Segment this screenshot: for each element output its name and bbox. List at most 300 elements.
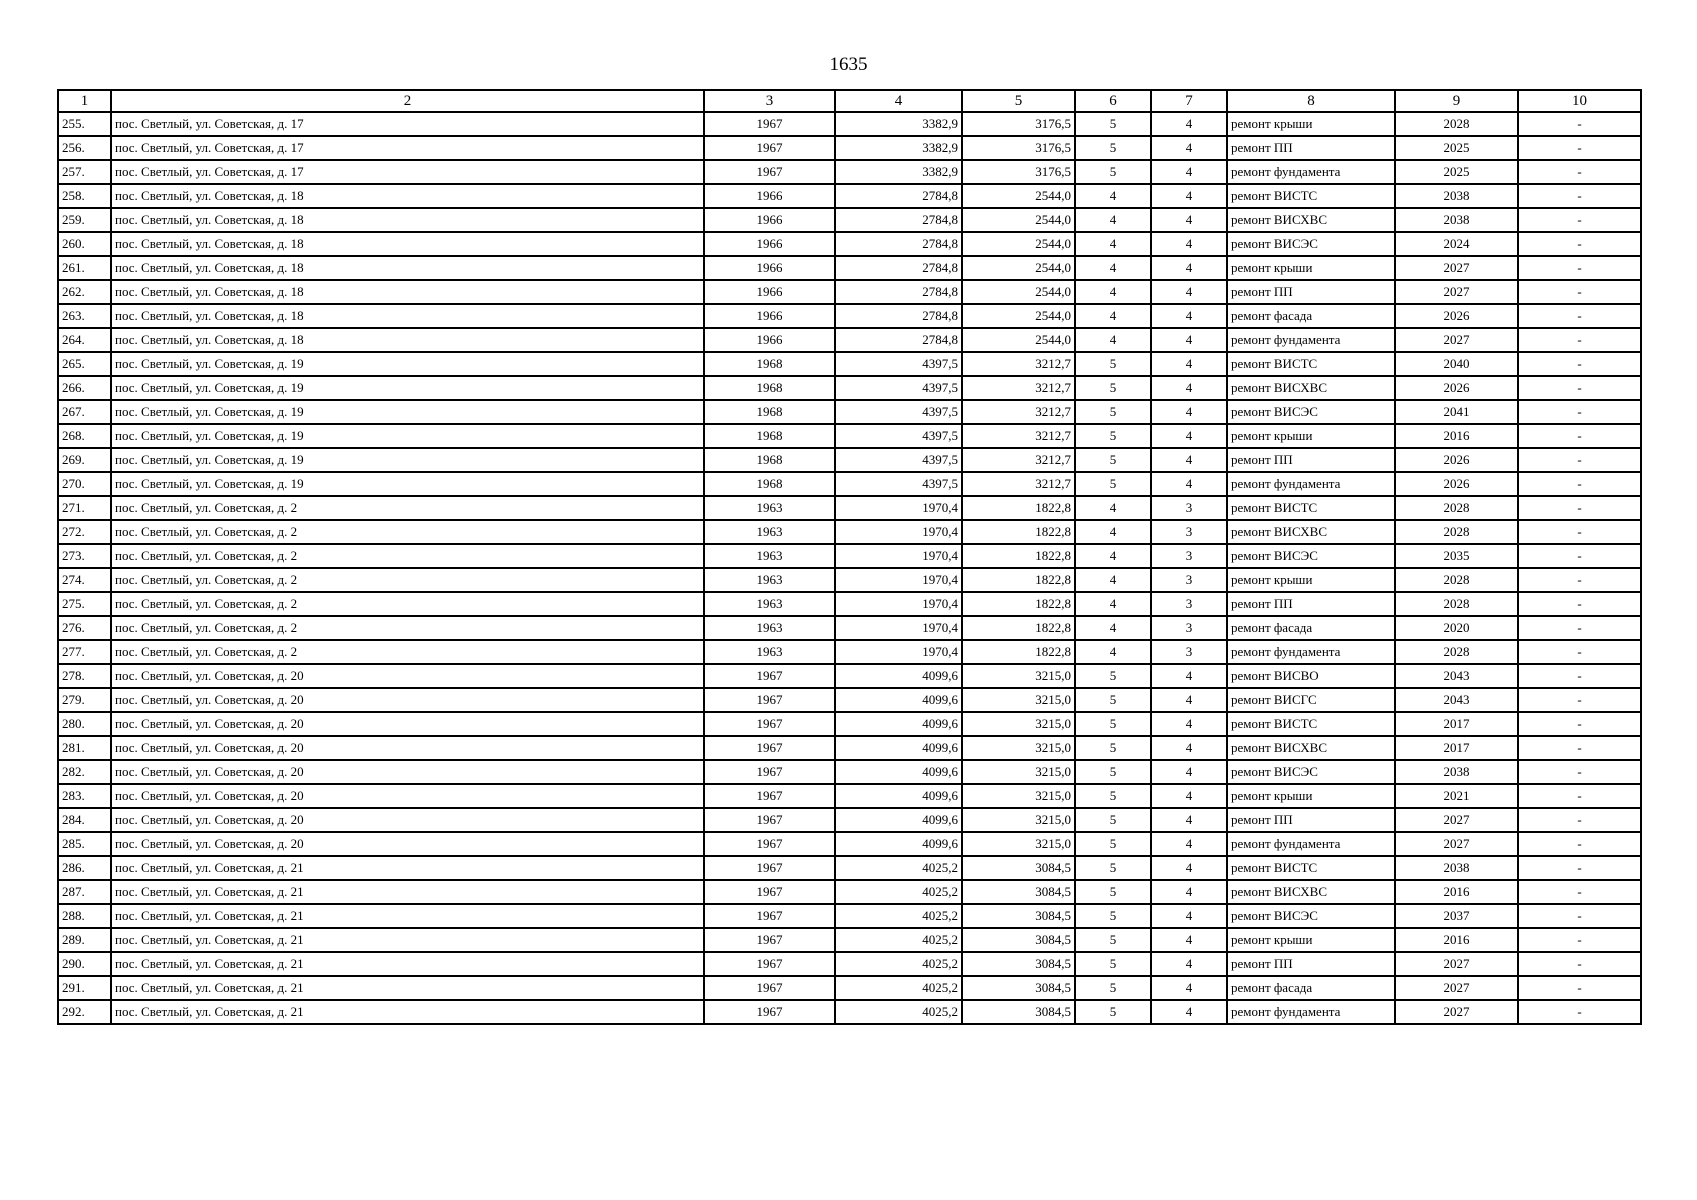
cell-year-built: 1968 xyxy=(704,400,835,424)
cell-note: - xyxy=(1518,256,1641,280)
cell-entrances: 4 xyxy=(1151,928,1227,952)
cell-year-built: 1963 xyxy=(704,544,835,568)
cell-floors: 5 xyxy=(1075,160,1151,184)
cell-entrances: 4 xyxy=(1151,208,1227,232)
cell-entrances: 4 xyxy=(1151,688,1227,712)
cell-row-number: 256. xyxy=(58,136,111,160)
cell-year-built: 1967 xyxy=(704,736,835,760)
cell-work-type: ремонт ВИСТС xyxy=(1227,184,1395,208)
cell-note: - xyxy=(1518,304,1641,328)
cell-entrances: 4 xyxy=(1151,832,1227,856)
column-header-4: 4 xyxy=(835,90,962,112)
cell-year-built: 1967 xyxy=(704,760,835,784)
cell-floors: 5 xyxy=(1075,448,1151,472)
cell-floors: 4 xyxy=(1075,304,1151,328)
cell-row-number: 284. xyxy=(58,808,111,832)
cell-row-number: 279. xyxy=(58,688,111,712)
cell-living-area: 2544,0 xyxy=(962,232,1075,256)
cell-address: пос. Светлый, ул. Советская, д. 18 xyxy=(111,208,704,232)
cell-planned-year: 2017 xyxy=(1395,712,1518,736)
cell-entrances: 4 xyxy=(1151,1000,1227,1024)
cell-work-type: ремонт крыши xyxy=(1227,568,1395,592)
cell-floors: 5 xyxy=(1075,112,1151,136)
cell-note: - xyxy=(1518,352,1641,376)
cell-note: - xyxy=(1518,1000,1641,1024)
cell-address: пос. Светлый, ул. Советская, д. 2 xyxy=(111,616,704,640)
table-row xyxy=(58,712,1641,736)
cell-work-type: ремонт фундамента xyxy=(1227,640,1395,664)
cell-total-area: 4099,6 xyxy=(835,760,962,784)
cell-address: пос. Светлый, ул. Советская, д. 2 xyxy=(111,520,704,544)
cell-row-number: 262. xyxy=(58,280,111,304)
cell-note: - xyxy=(1518,208,1641,232)
cell-floors: 4 xyxy=(1075,592,1151,616)
cell-work-type: ремонт фасада xyxy=(1227,304,1395,328)
cell-year-built: 1963 xyxy=(704,616,835,640)
cell-entrances: 3 xyxy=(1151,592,1227,616)
cell-planned-year: 2035 xyxy=(1395,544,1518,568)
table-row xyxy=(58,760,1641,784)
cell-total-area: 4397,5 xyxy=(835,424,962,448)
cell-row-number: 261. xyxy=(58,256,111,280)
cell-work-type: ремонт фундамента xyxy=(1227,1000,1395,1024)
cell-address: пос. Светлый, ул. Советская, д. 17 xyxy=(111,160,704,184)
table-row xyxy=(58,544,1641,568)
cell-work-type: ремонт ВИСХВС xyxy=(1227,376,1395,400)
header-row xyxy=(58,90,1641,112)
cell-entrances: 4 xyxy=(1151,856,1227,880)
cell-address: пос. Светлый, ул. Советская, д. 21 xyxy=(111,904,704,928)
cell-entrances: 4 xyxy=(1151,304,1227,328)
cell-total-area: 1970,4 xyxy=(835,640,962,664)
cell-planned-year: 2037 xyxy=(1395,904,1518,928)
cell-floors: 5 xyxy=(1075,760,1151,784)
cell-planned-year: 2040 xyxy=(1395,352,1518,376)
cell-note: - xyxy=(1518,640,1641,664)
table-row xyxy=(58,160,1641,184)
table-row xyxy=(58,208,1641,232)
cell-row-number: 289. xyxy=(58,928,111,952)
cell-living-area: 3212,7 xyxy=(962,400,1075,424)
cell-total-area: 2784,8 xyxy=(835,304,962,328)
cell-planned-year: 2024 xyxy=(1395,232,1518,256)
cell-living-area: 3176,5 xyxy=(962,160,1075,184)
column-header-7: 7 xyxy=(1151,90,1227,112)
cell-planned-year: 2028 xyxy=(1395,496,1518,520)
cell-note: - xyxy=(1518,712,1641,736)
cell-address: пос. Светлый, ул. Советская, д. 19 xyxy=(111,352,704,376)
cell-address: пос. Светлый, ул. Советская, д. 19 xyxy=(111,472,704,496)
table-row xyxy=(58,568,1641,592)
cell-work-type: ремонт ВИСХВС xyxy=(1227,208,1395,232)
cell-row-number: 268. xyxy=(58,424,111,448)
table-row xyxy=(58,688,1641,712)
cell-entrances: 4 xyxy=(1151,784,1227,808)
cell-total-area: 4099,6 xyxy=(835,784,962,808)
cell-year-built: 1967 xyxy=(704,784,835,808)
cell-living-area: 3215,0 xyxy=(962,760,1075,784)
cell-year-built: 1963 xyxy=(704,568,835,592)
cell-year-built: 1966 xyxy=(704,280,835,304)
table-row xyxy=(58,328,1641,352)
cell-entrances: 3 xyxy=(1151,640,1227,664)
table-row xyxy=(58,1000,1641,1024)
cell-row-number: 286. xyxy=(58,856,111,880)
cell-year-built: 1967 xyxy=(704,856,835,880)
cell-entrances: 4 xyxy=(1151,328,1227,352)
cell-living-area: 1822,8 xyxy=(962,592,1075,616)
cell-year-built: 1968 xyxy=(704,472,835,496)
cell-year-built: 1967 xyxy=(704,160,835,184)
cell-entrances: 4 xyxy=(1151,136,1227,160)
cell-work-type: ремонт ВИСЭС xyxy=(1227,232,1395,256)
cell-address: пос. Светлый, ул. Советская, д. 21 xyxy=(111,928,704,952)
cell-year-built: 1967 xyxy=(704,904,835,928)
column-header-10: 10 xyxy=(1518,90,1641,112)
cell-floors: 5 xyxy=(1075,904,1151,928)
cell-address: пос. Светлый, ул. Советская, д. 2 xyxy=(111,568,704,592)
cell-address: пос. Светлый, ул. Советская, д. 21 xyxy=(111,976,704,1000)
table-row xyxy=(58,616,1641,640)
cell-row-number: 255. xyxy=(58,112,111,136)
cell-address: пос. Светлый, ул. Советская, д. 21 xyxy=(111,952,704,976)
table-row xyxy=(58,472,1641,496)
cell-year-built: 1963 xyxy=(704,592,835,616)
cell-work-type: ремонт фасада xyxy=(1227,976,1395,1000)
cell-planned-year: 2016 xyxy=(1395,424,1518,448)
cell-work-type: ремонт ВИСХВС xyxy=(1227,880,1395,904)
cell-work-type: ремонт крыши xyxy=(1227,784,1395,808)
cell-living-area: 3212,7 xyxy=(962,376,1075,400)
cell-planned-year: 2028 xyxy=(1395,568,1518,592)
cell-planned-year: 2027 xyxy=(1395,832,1518,856)
cell-planned-year: 2028 xyxy=(1395,520,1518,544)
cell-row-number: 277. xyxy=(58,640,111,664)
cell-entrances: 3 xyxy=(1151,520,1227,544)
cell-planned-year: 2027 xyxy=(1395,976,1518,1000)
cell-living-area: 1822,8 xyxy=(962,568,1075,592)
cell-living-area: 1822,8 xyxy=(962,496,1075,520)
table-row xyxy=(58,112,1641,136)
cell-living-area: 3084,5 xyxy=(962,904,1075,928)
cell-note: - xyxy=(1518,496,1641,520)
cell-note: - xyxy=(1518,736,1641,760)
table-row xyxy=(58,136,1641,160)
table-row xyxy=(58,256,1641,280)
cell-year-built: 1967 xyxy=(704,136,835,160)
cell-note: - xyxy=(1518,664,1641,688)
cell-floors: 5 xyxy=(1075,808,1151,832)
cell-note: - xyxy=(1518,952,1641,976)
cell-entrances: 4 xyxy=(1151,712,1227,736)
cell-floors: 4 xyxy=(1075,208,1151,232)
cell-planned-year: 2027 xyxy=(1395,1000,1518,1024)
cell-living-area: 3084,5 xyxy=(962,880,1075,904)
cell-planned-year: 2038 xyxy=(1395,856,1518,880)
cell-living-area: 3084,5 xyxy=(962,1000,1075,1024)
cell-living-area: 3176,5 xyxy=(962,136,1075,160)
cell-total-area: 4025,2 xyxy=(835,976,962,1000)
repair-schedule-table xyxy=(57,89,1642,1025)
table-row xyxy=(58,496,1641,520)
cell-planned-year: 2028 xyxy=(1395,640,1518,664)
cell-address: пос. Светлый, ул. Советская, д. 20 xyxy=(111,712,704,736)
cell-row-number: 257. xyxy=(58,160,111,184)
cell-work-type: ремонт ВИСЭС xyxy=(1227,400,1395,424)
table-row xyxy=(58,424,1641,448)
table-row xyxy=(58,664,1641,688)
cell-planned-year: 2038 xyxy=(1395,760,1518,784)
cell-living-area: 2544,0 xyxy=(962,304,1075,328)
cell-year-built: 1967 xyxy=(704,808,835,832)
table-row xyxy=(58,352,1641,376)
cell-living-area: 2544,0 xyxy=(962,184,1075,208)
cell-floors: 5 xyxy=(1075,736,1151,760)
cell-address: пос. Светлый, ул. Советская, д. 20 xyxy=(111,664,704,688)
cell-address: пос. Светлый, ул. Советская, д. 19 xyxy=(111,424,704,448)
table-row xyxy=(58,232,1641,256)
cell-note: - xyxy=(1518,832,1641,856)
cell-entrances: 4 xyxy=(1151,232,1227,256)
cell-work-type: ремонт ВИСХВС xyxy=(1227,736,1395,760)
cell-row-number: 258. xyxy=(58,184,111,208)
cell-year-built: 1967 xyxy=(704,976,835,1000)
cell-note: - xyxy=(1518,160,1641,184)
cell-entrances: 3 xyxy=(1151,544,1227,568)
cell-work-type: ремонт ПП xyxy=(1227,280,1395,304)
table-row xyxy=(58,592,1641,616)
cell-total-area: 4397,5 xyxy=(835,400,962,424)
cell-floors: 4 xyxy=(1075,544,1151,568)
cell-year-built: 1963 xyxy=(704,496,835,520)
cell-total-area: 1970,4 xyxy=(835,592,962,616)
cell-year-built: 1963 xyxy=(704,640,835,664)
cell-total-area: 1970,4 xyxy=(835,616,962,640)
cell-note: - xyxy=(1518,400,1641,424)
cell-floors: 5 xyxy=(1075,400,1151,424)
cell-row-number: 263. xyxy=(58,304,111,328)
table-row xyxy=(58,304,1641,328)
table-row xyxy=(58,400,1641,424)
cell-year-built: 1967 xyxy=(704,928,835,952)
cell-year-built: 1963 xyxy=(704,520,835,544)
cell-note: - xyxy=(1518,184,1641,208)
cell-floors: 5 xyxy=(1075,832,1151,856)
cell-entrances: 4 xyxy=(1151,952,1227,976)
cell-planned-year: 2028 xyxy=(1395,112,1518,136)
cell-planned-year: 2026 xyxy=(1395,472,1518,496)
cell-total-area: 4397,5 xyxy=(835,472,962,496)
cell-total-area: 3382,9 xyxy=(835,136,962,160)
cell-total-area: 2784,8 xyxy=(835,232,962,256)
cell-total-area: 4025,2 xyxy=(835,1000,962,1024)
cell-work-type: ремонт ПП xyxy=(1227,448,1395,472)
cell-year-built: 1966 xyxy=(704,208,835,232)
cell-floors: 5 xyxy=(1075,976,1151,1000)
cell-note: - xyxy=(1518,592,1641,616)
cell-work-type: ремонт крыши xyxy=(1227,256,1395,280)
column-header-5: 5 xyxy=(962,90,1075,112)
cell-note: - xyxy=(1518,112,1641,136)
cell-work-type: ремонт ПП xyxy=(1227,136,1395,160)
cell-row-number: 271. xyxy=(58,496,111,520)
cell-entrances: 4 xyxy=(1151,160,1227,184)
cell-total-area: 3382,9 xyxy=(835,160,962,184)
cell-address: пос. Светлый, ул. Советская, д. 18 xyxy=(111,304,704,328)
cell-row-number: 290. xyxy=(58,952,111,976)
table-row xyxy=(58,928,1641,952)
cell-floors: 5 xyxy=(1075,784,1151,808)
cell-floors: 4 xyxy=(1075,184,1151,208)
cell-living-area: 1822,8 xyxy=(962,616,1075,640)
cell-total-area: 4099,6 xyxy=(835,808,962,832)
cell-entrances: 4 xyxy=(1151,280,1227,304)
cell-work-type: ремонт ВИСХВС xyxy=(1227,520,1395,544)
cell-living-area: 3212,7 xyxy=(962,424,1075,448)
cell-total-area: 2784,8 xyxy=(835,184,962,208)
cell-entrances: 3 xyxy=(1151,616,1227,640)
cell-living-area: 1822,8 xyxy=(962,544,1075,568)
cell-work-type: ремонт ВИСТС xyxy=(1227,352,1395,376)
cell-note: - xyxy=(1518,520,1641,544)
cell-work-type: ремонт крыши xyxy=(1227,928,1395,952)
cell-note: - xyxy=(1518,616,1641,640)
cell-floors: 5 xyxy=(1075,424,1151,448)
cell-planned-year: 2026 xyxy=(1395,448,1518,472)
cell-row-number: 274. xyxy=(58,568,111,592)
cell-living-area: 3215,0 xyxy=(962,688,1075,712)
cell-note: - xyxy=(1518,976,1641,1000)
cell-living-area: 3212,7 xyxy=(962,472,1075,496)
table-row xyxy=(58,952,1641,976)
cell-work-type: ремонт ВИСТС xyxy=(1227,496,1395,520)
table-body xyxy=(58,112,1641,1024)
cell-address: пос. Светлый, ул. Советская, д. 20 xyxy=(111,688,704,712)
cell-work-type: ремонт ВИСЭС xyxy=(1227,904,1395,928)
cell-address: пос. Светлый, ул. Советская, д. 20 xyxy=(111,832,704,856)
cell-entrances: 4 xyxy=(1151,904,1227,928)
cell-floors: 4 xyxy=(1075,640,1151,664)
cell-address: пос. Светлый, ул. Советская, д. 21 xyxy=(111,880,704,904)
cell-row-number: 287. xyxy=(58,880,111,904)
cell-row-number: 276. xyxy=(58,616,111,640)
cell-address: пос. Светлый, ул. Советская, д. 19 xyxy=(111,376,704,400)
cell-entrances: 4 xyxy=(1151,472,1227,496)
cell-address: пос. Светлый, ул. Советская, д. 19 xyxy=(111,448,704,472)
cell-address: пос. Светлый, ул. Советская, д. 17 xyxy=(111,136,704,160)
cell-work-type: ремонт ВИСВО xyxy=(1227,664,1395,688)
cell-planned-year: 2016 xyxy=(1395,880,1518,904)
column-header-2: 2 xyxy=(111,90,704,112)
cell-total-area: 4025,2 xyxy=(835,904,962,928)
cell-floors: 5 xyxy=(1075,856,1151,880)
cell-planned-year: 2027 xyxy=(1395,952,1518,976)
cell-work-type: ремонт ВИСЭС xyxy=(1227,544,1395,568)
cell-note: - xyxy=(1518,136,1641,160)
cell-living-area: 3084,5 xyxy=(962,928,1075,952)
cell-planned-year: 2016 xyxy=(1395,928,1518,952)
cell-address: пос. Светлый, ул. Советская, д. 20 xyxy=(111,760,704,784)
cell-living-area: 3176,5 xyxy=(962,112,1075,136)
cell-floors: 5 xyxy=(1075,1000,1151,1024)
table-row xyxy=(58,376,1641,400)
cell-planned-year: 2027 xyxy=(1395,328,1518,352)
cell-living-area: 3212,7 xyxy=(962,352,1075,376)
cell-address: пос. Светлый, ул. Советская, д. 2 xyxy=(111,592,704,616)
cell-living-area: 3215,0 xyxy=(962,712,1075,736)
cell-entrances: 4 xyxy=(1151,352,1227,376)
cell-row-number: 266. xyxy=(58,376,111,400)
cell-entrances: 4 xyxy=(1151,112,1227,136)
cell-living-area: 3084,5 xyxy=(962,976,1075,1000)
table-row xyxy=(58,520,1641,544)
cell-total-area: 4025,2 xyxy=(835,928,962,952)
cell-planned-year: 2027 xyxy=(1395,280,1518,304)
cell-note: - xyxy=(1518,856,1641,880)
cell-planned-year: 2017 xyxy=(1395,736,1518,760)
cell-floors: 5 xyxy=(1075,136,1151,160)
cell-note: - xyxy=(1518,328,1641,352)
cell-total-area: 4397,5 xyxy=(835,448,962,472)
cell-work-type: ремонт ВИСГС xyxy=(1227,688,1395,712)
cell-entrances: 3 xyxy=(1151,496,1227,520)
cell-address: пос. Светлый, ул. Советская, д. 21 xyxy=(111,1000,704,1024)
cell-year-built: 1967 xyxy=(704,952,835,976)
cell-planned-year: 2027 xyxy=(1395,256,1518,280)
cell-planned-year: 2020 xyxy=(1395,616,1518,640)
cell-living-area: 3212,7 xyxy=(962,448,1075,472)
cell-floors: 4 xyxy=(1075,616,1151,640)
table-row xyxy=(58,640,1641,664)
cell-total-area: 2784,8 xyxy=(835,280,962,304)
cell-floors: 4 xyxy=(1075,256,1151,280)
cell-entrances: 4 xyxy=(1151,424,1227,448)
cell-row-number: 285. xyxy=(58,832,111,856)
cell-floors: 5 xyxy=(1075,376,1151,400)
cell-note: - xyxy=(1518,544,1641,568)
cell-year-built: 1968 xyxy=(704,424,835,448)
cell-note: - xyxy=(1518,904,1641,928)
cell-row-number: 272. xyxy=(58,520,111,544)
cell-work-type: ремонт фундамента xyxy=(1227,160,1395,184)
cell-living-area: 3215,0 xyxy=(962,736,1075,760)
cell-entrances: 4 xyxy=(1151,760,1227,784)
cell-note: - xyxy=(1518,880,1641,904)
cell-note: - xyxy=(1518,568,1641,592)
column-header-9: 9 xyxy=(1395,90,1518,112)
cell-address: пос. Светлый, ул. Советская, д. 2 xyxy=(111,640,704,664)
cell-total-area: 4397,5 xyxy=(835,352,962,376)
cell-total-area: 4025,2 xyxy=(835,856,962,880)
cell-year-built: 1967 xyxy=(704,112,835,136)
cell-row-number: 273. xyxy=(58,544,111,568)
cell-planned-year: 2021 xyxy=(1395,784,1518,808)
cell-year-built: 1967 xyxy=(704,1000,835,1024)
cell-year-built: 1967 xyxy=(704,688,835,712)
table-row xyxy=(58,808,1641,832)
cell-address: пос. Светлый, ул. Советская, д. 2 xyxy=(111,496,704,520)
cell-row-number: 278. xyxy=(58,664,111,688)
cell-row-number: 291. xyxy=(58,976,111,1000)
cell-year-built: 1966 xyxy=(704,232,835,256)
table-row xyxy=(58,976,1641,1000)
cell-total-area: 1970,4 xyxy=(835,520,962,544)
cell-entrances: 4 xyxy=(1151,976,1227,1000)
cell-work-type: ремонт ВИСТС xyxy=(1227,856,1395,880)
cell-total-area: 3382,9 xyxy=(835,112,962,136)
cell-work-type: ремонт ПП xyxy=(1227,592,1395,616)
cell-total-area: 4397,5 xyxy=(835,376,962,400)
